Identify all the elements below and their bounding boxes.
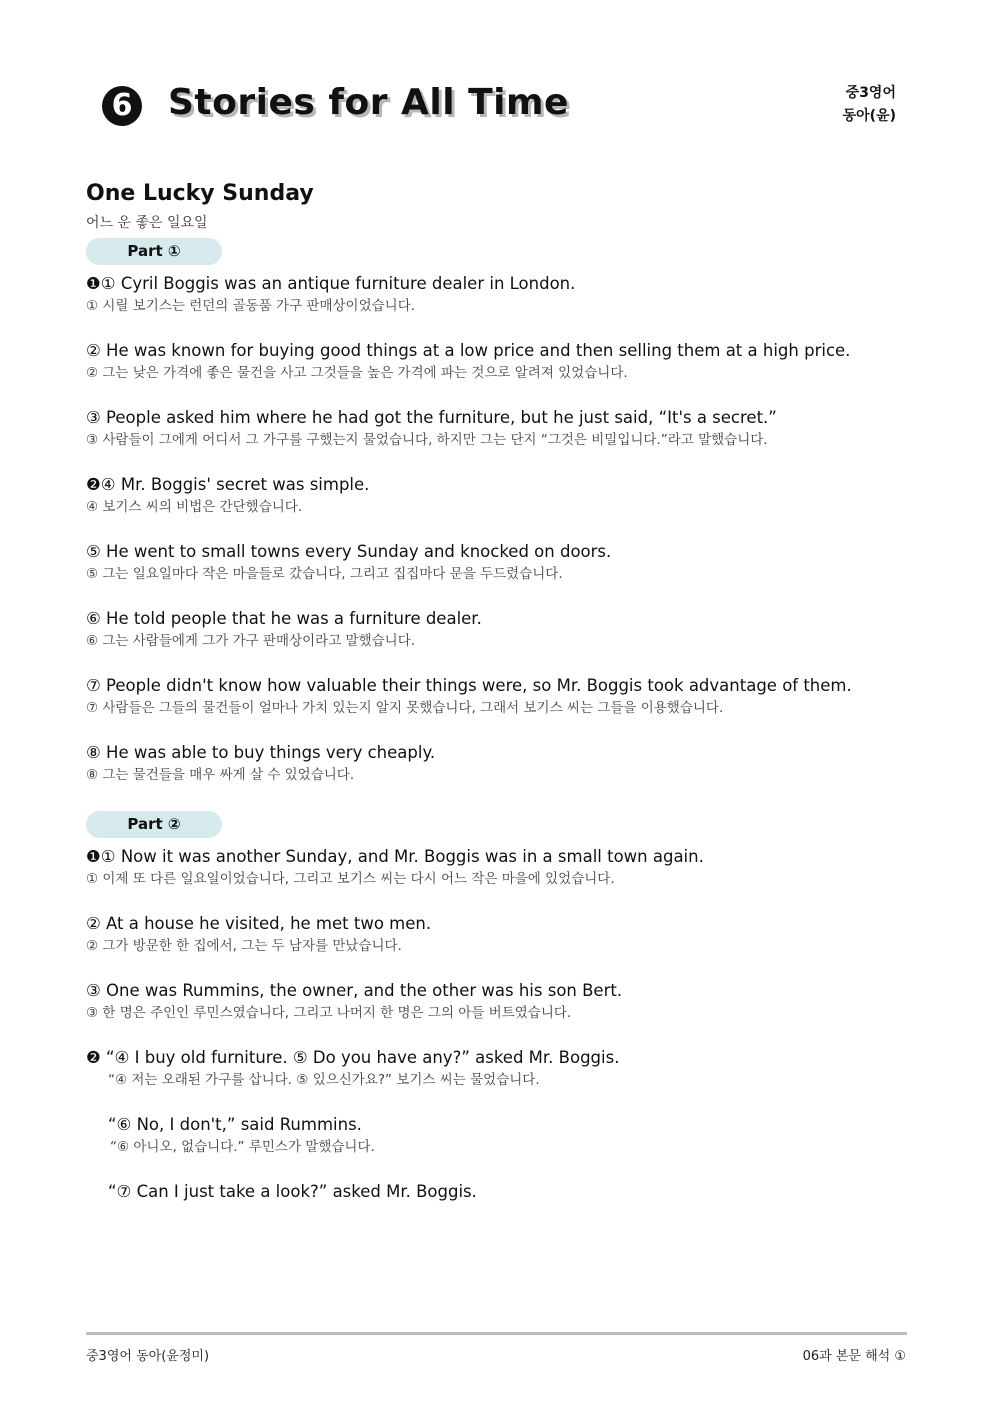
sentence-item (86, 673, 916, 718)
english-sentence: ❷④ Mr. Boggis' secret was simple. (86, 475, 370, 494)
publisher-label: 동아(윤) (842, 108, 896, 124)
sentence-item (86, 271, 916, 316)
english-sentence: “⑦ Can I just take a look?” asked Mr. Boggis. (108, 1182, 477, 1201)
story-subtitle: 어느 운 좋은 일요일 (86, 215, 208, 231)
sentence-item (86, 338, 916, 383)
english-sentence: ⑧ He was able to buy things very cheaply. (86, 743, 436, 762)
sentence-item (86, 1179, 916, 1204)
part-2-badge: Part ② (86, 811, 222, 838)
sentence-item (86, 1045, 916, 1090)
english-sentence: ⑥ He told people that he was a furniture dealer. (86, 609, 482, 628)
sentence-item (86, 978, 916, 1023)
english-sentence: “⑥ No, I don't,” said Rummins. (108, 1115, 362, 1134)
english-sentence: ❶① Now it was another Sunday, and Mr. Boggis was in a small town again. (86, 847, 704, 866)
sentence-item (86, 740, 916, 785)
sentence-item (86, 844, 916, 889)
part-1-section (86, 238, 916, 785)
sentence-item (86, 539, 916, 584)
korean-translation: ② 그가 방문한 한 집에서, 그는 두 남자를 만났습니다. (86, 938, 402, 954)
footer-right-text: 06과 본문 해석 ① (802, 1349, 906, 1364)
english-sentence: ❶① Cyril Boggis was an antique furniture dealer in London. (86, 274, 576, 293)
sentence-item (86, 1112, 916, 1157)
sentence-item (86, 606, 916, 651)
textbook-meta (843, 82, 896, 128)
korean-translation: ⑧ 그는 물건들을 매우 싸게 살 수 있었습니다. (86, 767, 355, 783)
english-sentence: ② He was known for buying good things at a low price and then selling them at a high price. (86, 341, 851, 360)
korean-translation: ⑥ 그는 사람들에게 그가 가구 판매상이라고 말했습니다. (86, 633, 416, 649)
english-sentence: ⑤ He went to small towns every Sunday and knocked on doors. (86, 542, 612, 561)
english-sentence: ③ One was Rummins, the owner, and the other was his son Bert. (86, 981, 623, 1000)
english-sentence: ② At a house he visited, he met two men. (86, 914, 432, 933)
korean-translation: ⑦ 사람들은 그들의 물건들이 얼마나 가치 있는지 알지 못했습니다, 그래서 보기스 씨는 그들을 이용했습니다. (86, 700, 724, 716)
footer-left-text: 중3영어 동아(윤정미) (86, 1349, 210, 1364)
english-sentence: ⑦ People didn't know how valuable their things were, so Mr. Boggis took advantage of them. (86, 676, 852, 695)
korean-translation: ① 이제 또 다른 일요일이었습니다, 그리고 보기스 씨는 다시 어느 작은 마을에 있었습니다. (86, 871, 615, 887)
korean-translation: ② 그는 낮은 가격에 좋은 물건을 사고 그것들을 높은 가격에 파는 것으로 알려져 있었습니다. (86, 365, 628, 381)
korean-translation: ④ 보기스 씨의 비법은 간단했습니다. (86, 499, 303, 515)
korean-translation: ⑤ 그는 일요일마다 작은 마을들로 갔습니다, 그리고 집집마다 문을 두드렸습니다. (86, 566, 563, 582)
lesson-number-badge: 6 (102, 86, 142, 126)
page-header (0, 0, 992, 150)
story-title: One Lucky Sunday (86, 181, 314, 206)
korean-translation: ③ 한 명은 주인인 루민스였습니다, 그리고 나머지 한 명은 그의 아들 버트였습니다. (86, 1005, 572, 1021)
grade-label: 중3영어 (845, 85, 896, 101)
korean-translation: ③ 사람들이 그에게 어디서 그 가구를 구했는지 물었습니다, 하지만 그는 단지 “그것은 비밀입니다.”라고 말했습니다. (86, 432, 768, 448)
part-2-section (86, 811, 916, 1204)
korean-translation: “⑥ 아니오, 없습니다.” 루민스가 말했습니다. (110, 1139, 375, 1155)
korean-translation: “④ 저는 오래된 가구를 삽니다. ⑤ 있으신가요?” 보기스 씨는 물었습니다. (108, 1072, 540, 1088)
lesson-title: Stories for All Time (168, 82, 569, 123)
english-sentence: ❷ “④ I buy old furniture. ⑤ Do you have any?” asked Mr. Boggis. (86, 1048, 620, 1067)
main-content (86, 178, 916, 1226)
footer-divider (86, 1332, 907, 1335)
part-1-badge: Part ① (86, 238, 222, 265)
korean-translation: ① 시릴 보기스는 런던의 골동품 가구 판매상이었습니다. (86, 298, 416, 314)
sentence-item (86, 405, 916, 450)
english-sentence: ③ People asked him where he had got the furniture, but he just said, “It's a secret.” (86, 408, 777, 427)
sentence-item (86, 472, 916, 517)
sentence-item (86, 911, 916, 956)
